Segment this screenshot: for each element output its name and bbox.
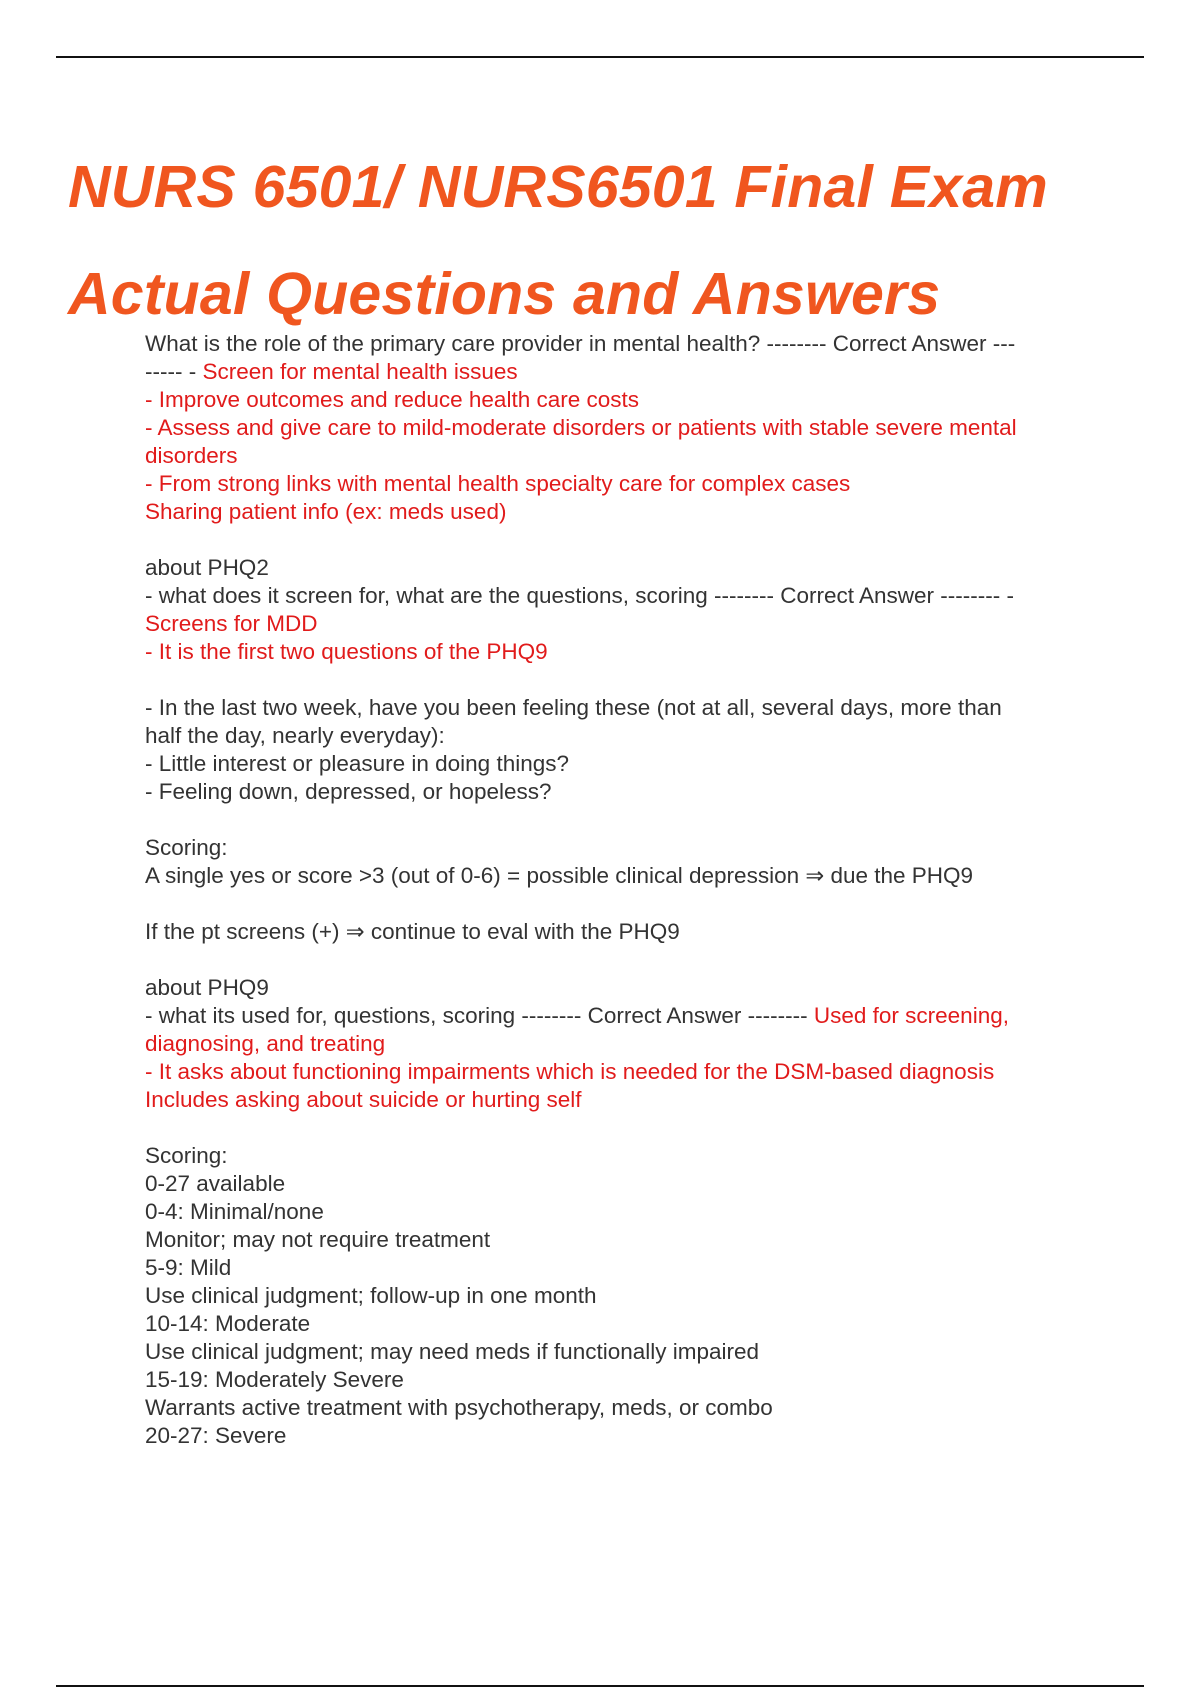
scoring-line: Monitor; may not require treatment xyxy=(145,1227,491,1252)
screening-question-intro: half the day, nearly everyday): xyxy=(145,723,445,748)
qa-primary-care-role xyxy=(145,330,1085,526)
screening-question: - Feeling down, depressed, or hopeless? xyxy=(145,779,552,804)
scoring-line: 20-27: Severe xyxy=(145,1423,287,1448)
question-prefix: - what its used for, questions, scoring -------- Correct Answer -------- xyxy=(145,1003,814,1028)
scoring-line: 15-19: Moderately Severe xyxy=(145,1367,404,1392)
question-text: What is the role of the primary care provider in mental health? -------- Correct Answer --- xyxy=(145,331,1016,356)
title-line-1: NURS 6501/ NURS6501 Final Exam xyxy=(68,154,1048,220)
qa-phq9 xyxy=(145,974,1085,1450)
answer-text: diagnosing, and treating xyxy=(145,1031,386,1056)
answer-text: - Assess and give care to mild-moderate disorders or patients with stable severe mental xyxy=(145,415,1017,440)
top-rule xyxy=(56,56,1144,58)
screening-question-intro: - In the last two week, have you been feeling these (not at all, several days, more than xyxy=(145,695,1002,720)
qa-phq2 xyxy=(145,554,1085,946)
bottom-rule xyxy=(56,1685,1144,1687)
answer-text: Sharing patient info (ex: meds used) xyxy=(145,499,507,524)
question-title: about PHQ2 xyxy=(145,555,269,580)
scoring-label: Scoring: xyxy=(145,835,228,860)
spacer xyxy=(145,666,1085,694)
answer-text: Includes asking about suicide or hurting self xyxy=(145,1087,582,1112)
document-title xyxy=(68,134,1178,348)
scoring-line: 5-9: Mild xyxy=(145,1255,232,1280)
question-text: - what does it screen for, what are the questions, scoring -------- Correct Answer -------- - xyxy=(145,583,1014,608)
answer-text: - It asks about functioning impairments which is needed for the DSM-based diagnosis xyxy=(145,1059,995,1084)
scoring-text: A single yes or score >3 (out of 0-6) = possible clinical depression ⇒ due the PHQ9 xyxy=(145,863,974,888)
answer-text: - It is the first two questions of the PHQ9 xyxy=(145,639,548,664)
spacer xyxy=(145,890,1085,918)
answer-text: Used for screening, xyxy=(813,1003,1009,1028)
followup-text: If the pt screens (+) ⇒ continue to eval with the PHQ9 xyxy=(145,919,680,944)
question-text xyxy=(145,1002,1085,1030)
spacer xyxy=(145,806,1085,834)
answer-delimiter: ----- - xyxy=(145,359,203,384)
scoring-line: 10-14: Moderate xyxy=(145,1311,311,1336)
spacer xyxy=(145,526,1085,554)
title-line-2: Actual Questions and Answers xyxy=(68,261,941,327)
screening-question: - Little interest or pleasure in doing things? xyxy=(145,751,569,776)
scoring-line: 0-27 available xyxy=(145,1171,286,1196)
answer-text: - From strong links with mental health specialty care for complex cases xyxy=(145,471,851,496)
document-body xyxy=(145,330,1085,1450)
scoring-label: Scoring: xyxy=(145,1143,228,1168)
answer-text: Screen for mental health issues xyxy=(202,359,518,384)
question-title: about PHQ9 xyxy=(145,975,269,1000)
scoring-line: Use clinical judgment; follow-up in one month xyxy=(145,1283,597,1308)
answer-text: - Improve outcomes and reduce health care costs xyxy=(145,387,640,412)
question-continuation xyxy=(145,358,1085,386)
scoring-line: Use clinical judgment; may need meds if functionally impaired xyxy=(145,1339,760,1364)
answer-text: Screens for MDD xyxy=(145,611,318,636)
scoring-line: 0-4: Minimal/none xyxy=(145,1199,324,1224)
answer-text: disorders xyxy=(145,443,238,468)
scoring-line: Warrants active treatment with psychotherapy, meds, or combo xyxy=(145,1395,773,1420)
spacer xyxy=(145,946,1085,974)
spacer xyxy=(145,1114,1085,1142)
